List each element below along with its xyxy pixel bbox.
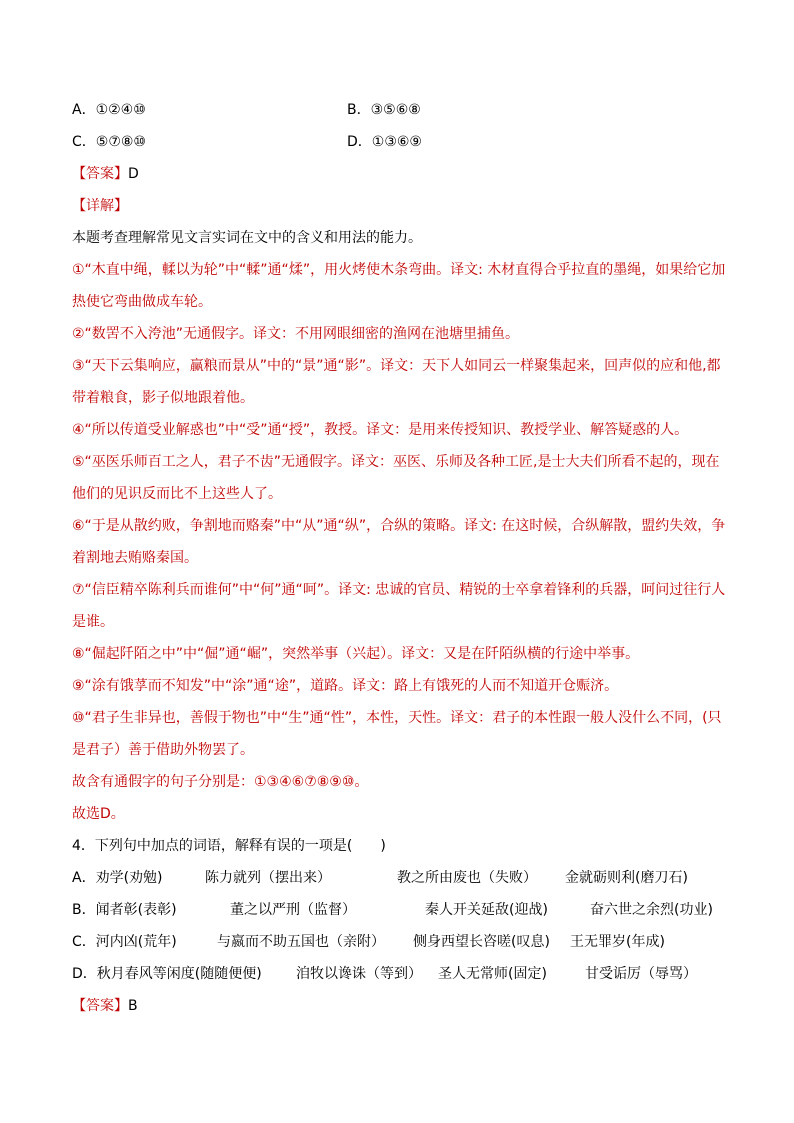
- q4-option-a-4: 金就砺则利(磨刀石): [565, 870, 688, 886]
- q4-option-b-2: 董之以严刑（监督）: [230, 902, 356, 918]
- detail-line: 是君子）善于借助外物罢了。: [72, 742, 254, 758]
- detail-line: 故含有通假字的句子分别是：①③④⑥⑦⑧⑨⑩。: [72, 774, 369, 790]
- option-a-q3: A．①②④⑩: [72, 102, 146, 118]
- detail-line: ⑦“信臣精卒陈利兵而谁何”中“何”通“呵”。译文: 忠诚的官员、精锐的士卒拿着锋利的兵器，呵问过往行人: [72, 582, 726, 598]
- q4-option-d-1: D．秋月春风等闲度(随随便便): [72, 966, 262, 982]
- q4-option-c-3: 侧身西望长咨嗟(叹息): [413, 934, 550, 950]
- detail-line: ④“所以传道受业解惑也”中“受”通“授”，教授。译文：是用来传授知识、教授学业、解答疑惑的人。: [72, 422, 689, 438]
- answer-q4: [72, 996, 138, 1016]
- detail-line: 是谁。: [72, 614, 114, 630]
- answer-value: D: [128, 166, 139, 182]
- detail-line: 故选D。: [72, 806, 125, 822]
- detail-line: ⑥“于是从散约败，争割地而赂秦”中“从”通“纵”，合纵的策略。译文: 在这时候，合纵解散，盟约失效，争: [72, 518, 726, 534]
- detail-line: 热使它弯曲做成车轮。: [72, 294, 212, 310]
- detail-intro: 本题考查理解常见文言实词在文中的含义和用法的能力。: [72, 230, 422, 246]
- q4-option-c-2: 与嬴而不助五国也（亲附）: [217, 934, 385, 950]
- detail-line: ③“天下云集响应，赢粮而景从”中的“景”通“影”。译文：天下人如同云一样聚集起来，回声似的应和他,都: [72, 358, 721, 374]
- detail-line: ②“数罟不入洿池”无通假字。译文：不用网眼细密的渔网在池塘里捕鱼。: [72, 326, 520, 342]
- q4-option-a-3: 教之所由废也（失败）: [397, 870, 537, 886]
- detail-line: ⑧“倔起阡陌之中”中“倔”通“崛”，突然举事（兴起）。译文：又是在阡陌纵横的行途中举事。: [72, 646, 640, 662]
- answer-label: 【答案】: [72, 166, 128, 182]
- q4-option-c-1: C．河内凶(荒年): [72, 934, 177, 950]
- q4-option-b-1: B．闻者彰(表彰): [72, 902, 177, 918]
- q4-option-a-2: 陈力就列（摆出来）: [205, 870, 331, 886]
- q4-option-d-2: 洎牧以谗诛（等到）: [296, 966, 422, 982]
- option-b-q3: B．③⑤⑥⑧: [347, 102, 421, 118]
- detail-line: 着割地去贿赂秦国。: [72, 550, 198, 566]
- q4-option-b-3: 秦人开关延敌(迎战): [425, 902, 548, 918]
- detail-line: ⑩“君子生非异也，善假于物也”中“生”通“性”，本性，天性。译文：君子的本性跟一般人没什么不同，(只: [72, 710, 722, 726]
- answer-q3: [72, 164, 139, 184]
- option-d-q3: D．①③⑥⑨: [347, 134, 422, 150]
- q4-option-d-3: 圣人无常师(固定): [438, 966, 547, 982]
- answer-label: 【答案】: [72, 998, 128, 1014]
- detail-line: 他们的见识反而比不上这些人了。: [72, 486, 282, 502]
- detail-line: ①“木直中绳，輮以为轮”中“輮”通“煣”，用火烤使木条弯曲。译文: 木材直得合乎拉直的墨绳，如果给它加: [72, 262, 726, 278]
- q4-option-a-1: A．劝学(劝勉): [72, 870, 163, 886]
- q4-option-b-4: 奋六世之余烈(功业): [590, 902, 713, 918]
- detail-line: ⑨“涂有饿莩而不知发”中“涂”通“途”，道路。译文：路上有饿死的人而不知道开仓赈济。: [72, 678, 619, 694]
- option-c-q3: C．⑤⑦⑧⑩: [72, 134, 146, 150]
- detail-heading: 【详解】: [72, 198, 128, 214]
- answer-value: B: [128, 998, 138, 1014]
- detail-line: 带着粮食，影子似地跟着他。: [72, 390, 254, 406]
- question-4-stem: 4．下列句中加点的词语，解释有误的一项是( ): [72, 838, 386, 854]
- q4-option-c-4: 王无罪岁(年成): [570, 934, 665, 950]
- q4-option-d-4: 甘受诟厉（辱骂）: [585, 966, 697, 982]
- detail-line: ⑤“巫医乐师百工之人，君子不齿”无通假字。译文：巫医、乐师及各种工匠,是士大夫们所看不起的，现在: [72, 454, 720, 470]
